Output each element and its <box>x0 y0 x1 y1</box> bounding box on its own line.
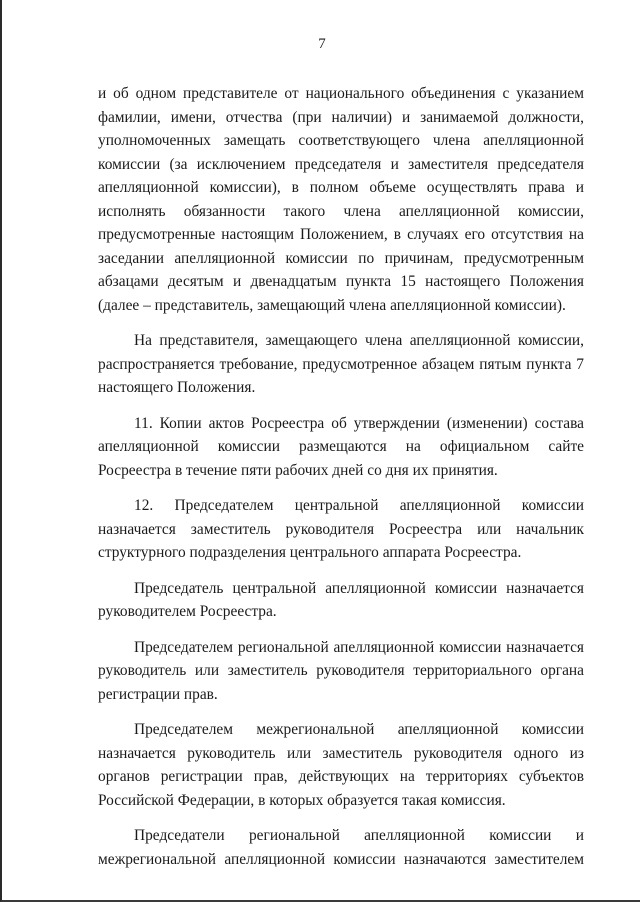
paragraph-regional-chairman: Председателем региональной апелляционной комиссии назначается руководитель или заместитель руководителя территориального органа регистрации прав. <box>98 638 584 703</box>
document-body <box>98 82 584 883</box>
paragraph-item-12: 12. Председателем центральной апелляционной комиссии назначается заместитель руководителя Росреестра или начальник структурного подразделения центрального аппарата Росреестра. <box>98 497 584 561</box>
paragraph-requirement: На представителя, замещающего члена апелляционной комиссии, распространяется требование, предусмотренное абзацем пятым пункта 7 настоящего Положения. <box>98 332 584 396</box>
paragraph-item-11: 11. Копии актов Росреестра об утверждении (изменении) состава апелляционной комиссии размещаются на официальном сайте Росреестра в течение пяти рабочих дней со дня их принятия. <box>98 414 584 479</box>
page-number: 7 <box>318 36 326 52</box>
paragraph-central-chairman: Председатель центральной апелляционной комиссии назначается руководителем Росреестра. <box>98 579 584 620</box>
paragraph-chairmen-appointment: Председатели региональной апелляционной комиссии и межрегиональной апелляционной комиссии назначаются заместителем <box>98 827 584 868</box>
paragraph-interregional-chairman: Председателем межрегиональной апелляционной комиссии назначается руководитель или заместитель руководителя одного из органов регистрации прав, действующих на территориях субъектов Российской Федерации, в которых образуется такая комиссия. <box>98 721 584 809</box>
paragraph-representative-substitute: и об одном представителе от национального объединения с указанием фамилии, имени, отчества (при наличии) и занимаемой должности, уполномоченных замещать соответствующего члена апелляционной комиссии (за исключением председателя и заместителя председателя апелляционной комиссии), в полном объеме осуществлять права и исполнять обязанности такого члена апелляционной комиссии, предусмотренные настоящим Положением, в случаях его отсутствия на заседании апелляционной комиссии по причинам, предусмотренным абзацами десятым и двенадцатым пункта 15 настоящего Положения (далее – представитель, замещающий члена апелляционной комиссии). <box>98 85 584 314</box>
